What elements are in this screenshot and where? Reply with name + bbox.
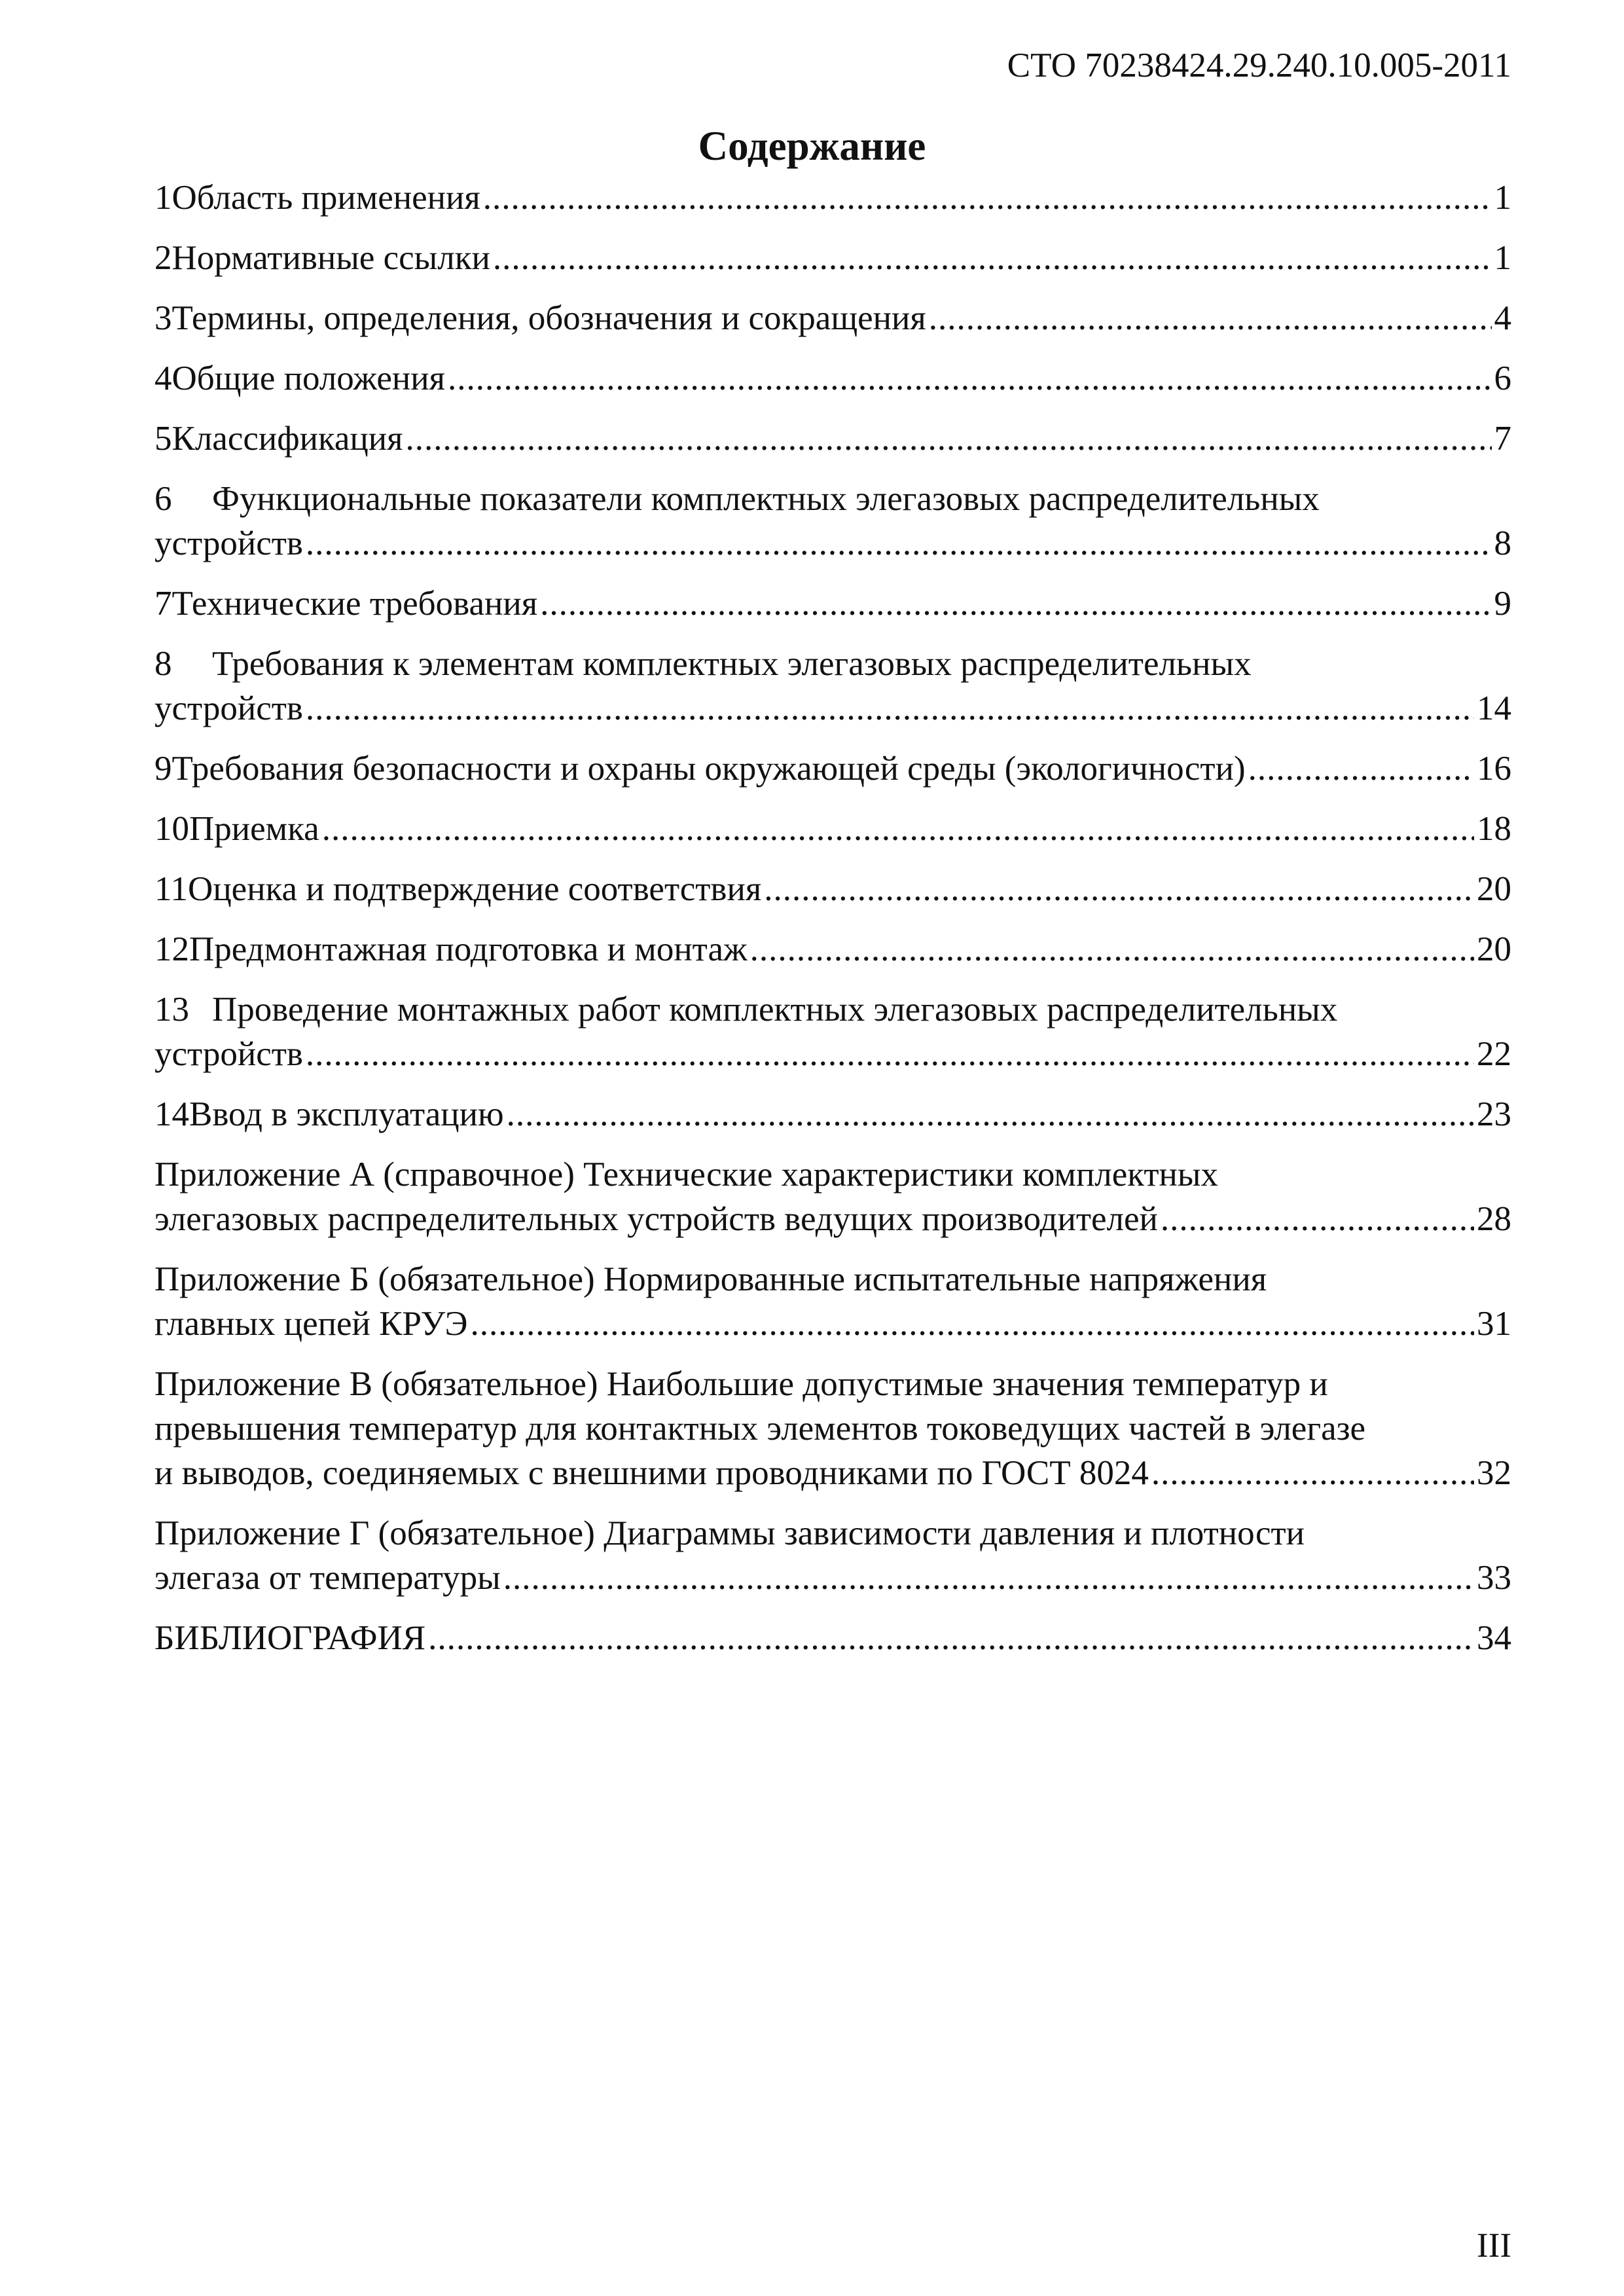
dot-leader xyxy=(306,686,1474,731)
dot-leader xyxy=(428,1616,1474,1660)
toc-entry-page: 1 xyxy=(1494,179,1511,217)
toc-entry-page: 14 xyxy=(1477,689,1511,727)
dot-leader xyxy=(540,581,1491,626)
toc-entry-page: 4 xyxy=(1494,299,1511,337)
toc-entry[interactable] xyxy=(154,1092,1511,1137)
toc-entry-text: Классификация xyxy=(171,420,403,458)
toc-entry-number: 4 xyxy=(154,359,172,397)
dot-leader xyxy=(1248,746,1474,791)
toc-entry-number: 6 xyxy=(154,480,172,518)
dot-leader xyxy=(929,296,1492,340)
toc-entry[interactable] xyxy=(154,746,1511,791)
toc-entry-page: 8 xyxy=(1494,524,1511,562)
toc-entry[interactable] xyxy=(154,807,1511,851)
toc-entry-page: 20 xyxy=(1477,870,1511,908)
toc-entry-text: Приложение А (справочное) Технические характеристики комплектных xyxy=(154,1156,1218,1194)
toc-entry-text: Термины, определения, обозначения и сокращения xyxy=(171,299,926,337)
toc-entry-number: 8 xyxy=(154,645,172,683)
toc-entry-text: Требования к элементам комплектных элегазовых распределительных xyxy=(212,645,1252,683)
dot-leader xyxy=(1151,1451,1474,1495)
toc-entry-page: 22 xyxy=(1477,1035,1511,1073)
toc-entry-text: Оценка и подтверждение соответствия xyxy=(188,870,762,908)
toc-entry-page: 28 xyxy=(1477,1200,1511,1238)
toc-entry-number: 10 xyxy=(154,810,189,848)
toc-entry-text: Приложение Б (обязательное) Нормированные испытательные напряжения xyxy=(154,1260,1267,1298)
toc-entry[interactable] xyxy=(154,1362,1511,1495)
toc-entry[interactable] xyxy=(154,581,1511,626)
toc-entry-page: 18 xyxy=(1477,810,1511,848)
toc-entry[interactable] xyxy=(154,867,1511,911)
toc-entry-page: 34 xyxy=(1477,1619,1511,1657)
toc-entry-text: Приемка xyxy=(189,810,319,848)
toc-entry-page: 31 xyxy=(1477,1305,1511,1343)
toc-entry-number: 9 xyxy=(154,750,172,788)
page-title: Содержание xyxy=(698,123,926,169)
toc-entry-text: Приложение Г (обязательное) Диаграммы зависимости давления и плотности xyxy=(154,1514,1305,1552)
toc-entry[interactable] xyxy=(154,236,1511,280)
dot-leader xyxy=(483,175,1492,220)
toc-entry[interactable] xyxy=(154,642,1511,731)
toc-entry-number: 2 xyxy=(154,239,172,277)
toc-entry-text: Проведение монтажных работ комплектных элегазовых распределительных xyxy=(212,991,1338,1029)
toc-entry-text: превышения температур для контактных элементов токоведущих частей в элегазе xyxy=(154,1410,1366,1448)
toc-entry-text: элегаза от температуры xyxy=(154,1559,501,1597)
toc-entry-number: 1 xyxy=(154,179,172,217)
toc-entry[interactable] xyxy=(154,1152,1511,1241)
toc-entry-number: 3 xyxy=(154,299,172,337)
toc-entry-text: Предмонтажная подготовка и монтаж xyxy=(189,930,748,968)
toc-entry-text: Общие положения xyxy=(171,359,446,397)
dot-leader xyxy=(306,1032,1474,1076)
toc-entry[interactable] xyxy=(154,296,1511,340)
dot-leader xyxy=(503,1556,1474,1600)
toc-entry-text: Требования безопасности и охраны окружающей среды (экологичности) xyxy=(171,750,1246,788)
toc-entry-number: 14 xyxy=(154,1095,189,1133)
toc-entry-text: устройств xyxy=(154,689,303,727)
dot-leader xyxy=(448,356,1491,401)
toc-entry[interactable] xyxy=(154,416,1511,461)
toc-entry[interactable] xyxy=(154,1511,1511,1600)
toc-entry-text: устройств xyxy=(154,1035,303,1073)
dot-leader xyxy=(750,927,1474,972)
toc-entry-text: Область применения xyxy=(171,179,480,217)
toc-entry-page: 20 xyxy=(1477,930,1511,968)
dot-leader xyxy=(507,1092,1474,1137)
toc-entry-page: 7 xyxy=(1494,420,1511,458)
toc-entry-text: Функциональные показатели комплектных элегазовых распределительных xyxy=(212,480,1320,518)
toc-entry-page: 6 xyxy=(1494,359,1511,397)
toc-entry-page: 16 xyxy=(1477,750,1511,788)
toc-entry-number: 12 xyxy=(154,930,189,968)
toc-entry[interactable] xyxy=(154,356,1511,401)
toc-entry-page: 9 xyxy=(1494,585,1511,623)
toc-entry-number: 11 xyxy=(154,870,189,908)
toc-entry-number: 7 xyxy=(154,585,172,623)
toc-entry[interactable] xyxy=(154,1616,1511,1660)
dot-leader xyxy=(493,236,1492,280)
toc-entry-text: Нормативные ссылки xyxy=(171,239,490,277)
toc-entry-page: 32 xyxy=(1477,1454,1511,1492)
toc-entry-text: БИБЛИОГРАФИЯ xyxy=(154,1619,426,1657)
dot-leader xyxy=(1161,1197,1474,1241)
toc-entry-number: 13 xyxy=(154,991,189,1029)
dot-leader xyxy=(764,867,1474,911)
dot-leader xyxy=(470,1302,1474,1346)
toc-entry-text: Приложение В (обязательное) Наибольшие допустимые значения температур и xyxy=(154,1365,1328,1403)
toc-entry[interactable] xyxy=(154,477,1511,566)
toc-entry[interactable] xyxy=(154,987,1511,1076)
dot-leader xyxy=(406,416,1492,461)
toc-entry-page: 1 xyxy=(1494,239,1511,277)
toc-entry-number: 5 xyxy=(154,420,172,458)
dot-leader xyxy=(322,807,1474,851)
toc-entry-text: элегазовых распределительных устройств ведущих производителей xyxy=(154,1200,1158,1238)
toc-entry-text: Технические требования xyxy=(171,585,538,623)
toc-entry-text: Ввод в эксплуатацию xyxy=(189,1095,504,1133)
toc-entry-text: устройств xyxy=(154,524,303,562)
page-number: III xyxy=(1477,2227,1511,2265)
toc-entry-page: 23 xyxy=(1477,1095,1511,1133)
document-code: СТО 70238424.29.240.10.005-2011 xyxy=(1007,46,1511,84)
dot-leader xyxy=(306,521,1492,566)
toc-entry[interactable] xyxy=(154,927,1511,972)
toc-entry-text: главных цепей КРУЭ xyxy=(154,1305,468,1343)
toc-entry-page: 33 xyxy=(1477,1559,1511,1597)
toc-entry[interactable] xyxy=(154,1257,1511,1346)
toc-entry-text: и выводов, соединяемых с внешними проводниками по ГОСТ 8024 xyxy=(154,1454,1149,1492)
table-of-contents xyxy=(154,175,1511,1660)
toc-entry[interactable] xyxy=(154,175,1511,220)
